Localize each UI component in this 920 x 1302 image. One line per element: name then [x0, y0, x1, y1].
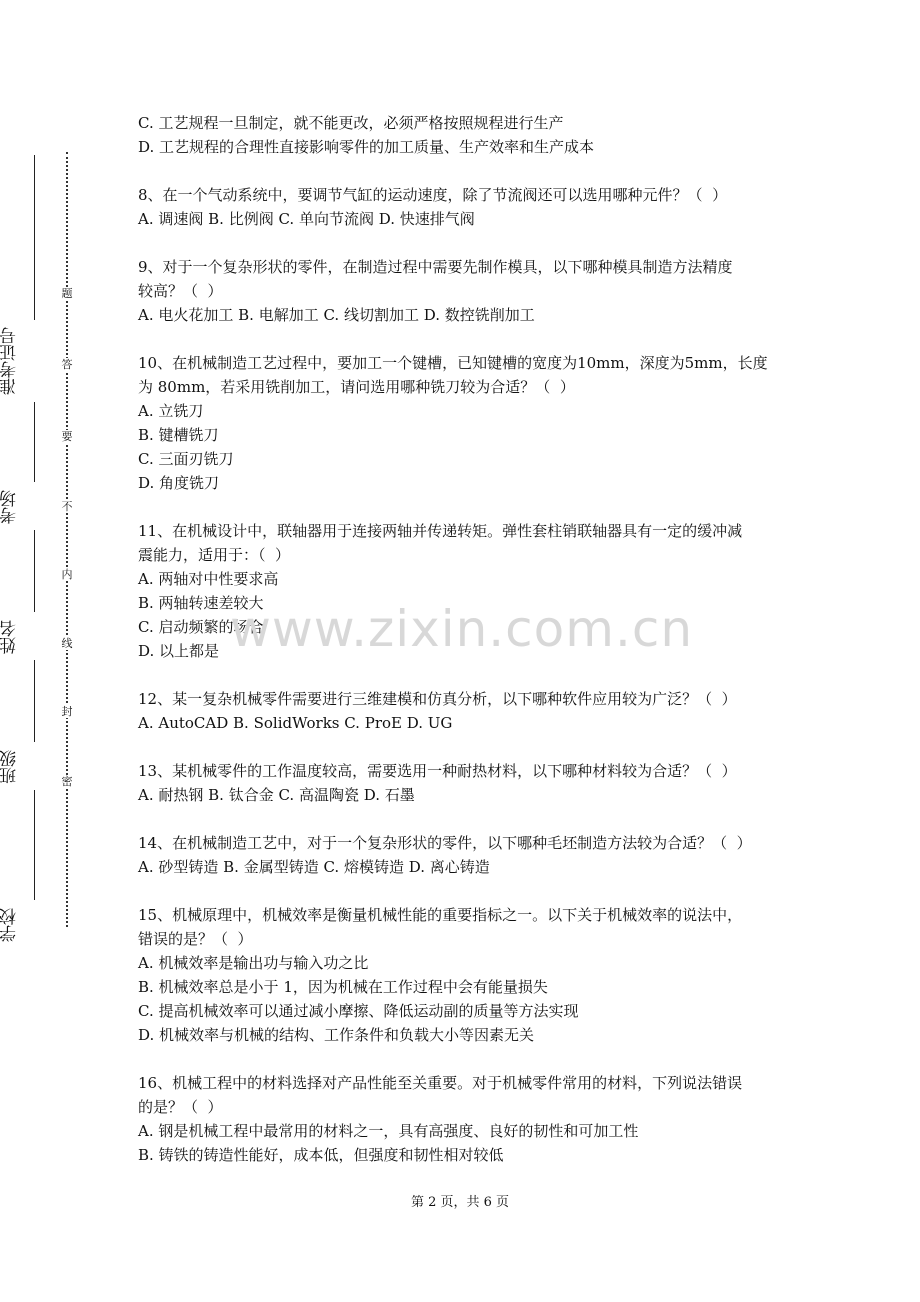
field-underline-school	[34, 790, 35, 900]
q10-stem-line1: 10、在机械制造工艺过程中，要加工一个键槽，已知键槽的宽度为10mm，深度为5mm，长度	[138, 354, 768, 372]
q8-options: A. 调速阀 B. 比例阀 C. 单向节流阀 D. 快速排气阀	[138, 210, 475, 228]
q11-option-c: C. 启动频繁的场合	[138, 618, 264, 636]
q10-stem-line2: 为 80mm，若采用铣削加工，请问选用哪种铣刀较为合适？（ ）	[138, 378, 575, 396]
school-label: 学校	[0, 908, 20, 942]
watermark: www.zixin.com.cn	[230, 600, 694, 658]
class-label: 班级	[0, 750, 20, 784]
admission-no-label: 准考证号	[0, 327, 20, 395]
seal-char: 封	[61, 705, 73, 718]
seal-char: 要	[61, 430, 73, 443]
page-number-footer: 第 2 页，共 6 页	[410, 1195, 510, 1210]
q10-option-c: C. 三面刃铣刀	[138, 450, 234, 468]
q16-stem-line2: 的是？（ ）	[138, 1098, 223, 1116]
q11-option-b: B. 两轴转速差较大	[138, 594, 264, 612]
q13-stem: 13、某机械零件的工作温度较高，需要选用一种耐热材料，以下哪种材料较为合适？（ ）	[138, 762, 737, 780]
seal-char: 题	[61, 287, 73, 300]
q13-options: A. 耐热钢 B. 钛合金 C. 高温陶瓷 D. 石墨	[138, 786, 415, 804]
q10-option-b: B. 键槽铣刀	[138, 426, 219, 444]
seal-char: 内	[61, 568, 73, 581]
q10-option-d: D. 角度铣刀	[138, 474, 220, 492]
exam-room-label: 考场	[0, 490, 20, 524]
q16-option-b: B. 铸铁的铸造性能好，成本低，但强度和韧性相对较低	[138, 1146, 504, 1164]
q16-stem-line1: 16、机械工程中的材料选择对产品性能至关重要。对于机械零件常用的材料，下列说法错误	[138, 1074, 743, 1092]
q11-stem-line2: 震能力，适用于：（ ）	[138, 546, 291, 564]
name-label: 姓名	[0, 620, 20, 654]
q12-stem: 12、某一复杂机械零件需要进行三维建模和仿真分析，以下哪种软件应用较为广泛？（ ）	[138, 690, 737, 708]
q7-option-c: C. 工艺规程一旦制定，就不能更改，必须严格按照规程进行生产	[138, 114, 564, 132]
field-underline-class	[34, 660, 35, 742]
q11-option-d: D. 以上都是	[138, 642, 220, 660]
q11-stem-line1: 11、在机械设计中，联轴器用于连接两轴并传递转矩。弹性套柱销联轴器具有一定的缓冲减	[138, 522, 743, 540]
q9-stem-line2: 较高？（ ）	[138, 282, 223, 300]
q16-option-a: A. 钢是机械工程中最常用的材料之一，具有高强度、良好的韧性和可加工性	[138, 1122, 639, 1140]
q15-stem-line2: 错误的是？（ ）	[138, 930, 253, 948]
q14-stem: 14、在机械制造工艺中，对于一个复杂形状的零件，以下哪种毛坯制造方法较为合适？（ ）	[138, 834, 752, 852]
field-underline-name	[34, 530, 35, 612]
q11-option-a: A. 两轴对中性要求高	[138, 570, 279, 588]
q15-option-a: A. 机械效率是输出功与输入功之比	[138, 954, 369, 972]
seal-char: 密	[61, 775, 73, 788]
seal-dotted-line	[66, 152, 68, 927]
field-underline-admission-no	[34, 155, 35, 320]
q15-option-c: C. 提高机械效率可以通过减小摩擦、降低运动副的质量等方法实现	[138, 1002, 579, 1020]
q15-option-d: D. 机械效率与机械的结构、工作条件和负载大小等因素无关	[138, 1026, 535, 1044]
seal-char: 线	[61, 637, 73, 650]
q12-options: A. AutoCAD B. SolidWorks C. ProE D. UG	[138, 714, 453, 732]
q7-option-d: D. 工艺规程的合理性直接影响零件的加工质量、生产效率和生产成本	[138, 138, 595, 156]
seal-char: 答	[61, 358, 73, 371]
q9-options: A. 电火花加工 B. 电解加工 C. 线切割加工 D. 数控铣削加工	[138, 306, 535, 324]
q9-stem-line1: 9、对于一个复杂形状的零件，在制造过程中需要先制作模具，以下哪种模具制造方法精度	[138, 258, 733, 276]
q8-stem: 8、在一个气动系统中，要调节气缸的运动速度，除了节流阀还可以选用哪种元件？（ ）	[138, 186, 728, 204]
seal-char: 不	[61, 500, 73, 513]
q15-option-b: B. 机械效率总是小于 1，因为机械在工作过程中会有能量损失	[138, 978, 548, 996]
q10-option-a: A. 立铣刀	[138, 402, 204, 420]
q15-stem-line1: 15、机械原理中，机械效率是衡量机械性能的重要指标之一。以下关于机械效率的说法中，	[138, 906, 743, 924]
field-underline-exam-room	[34, 402, 35, 482]
q14-options: A. 砂型铸造 B. 金属型铸造 C. 熔模铸造 D. 离心铸造	[138, 858, 490, 876]
